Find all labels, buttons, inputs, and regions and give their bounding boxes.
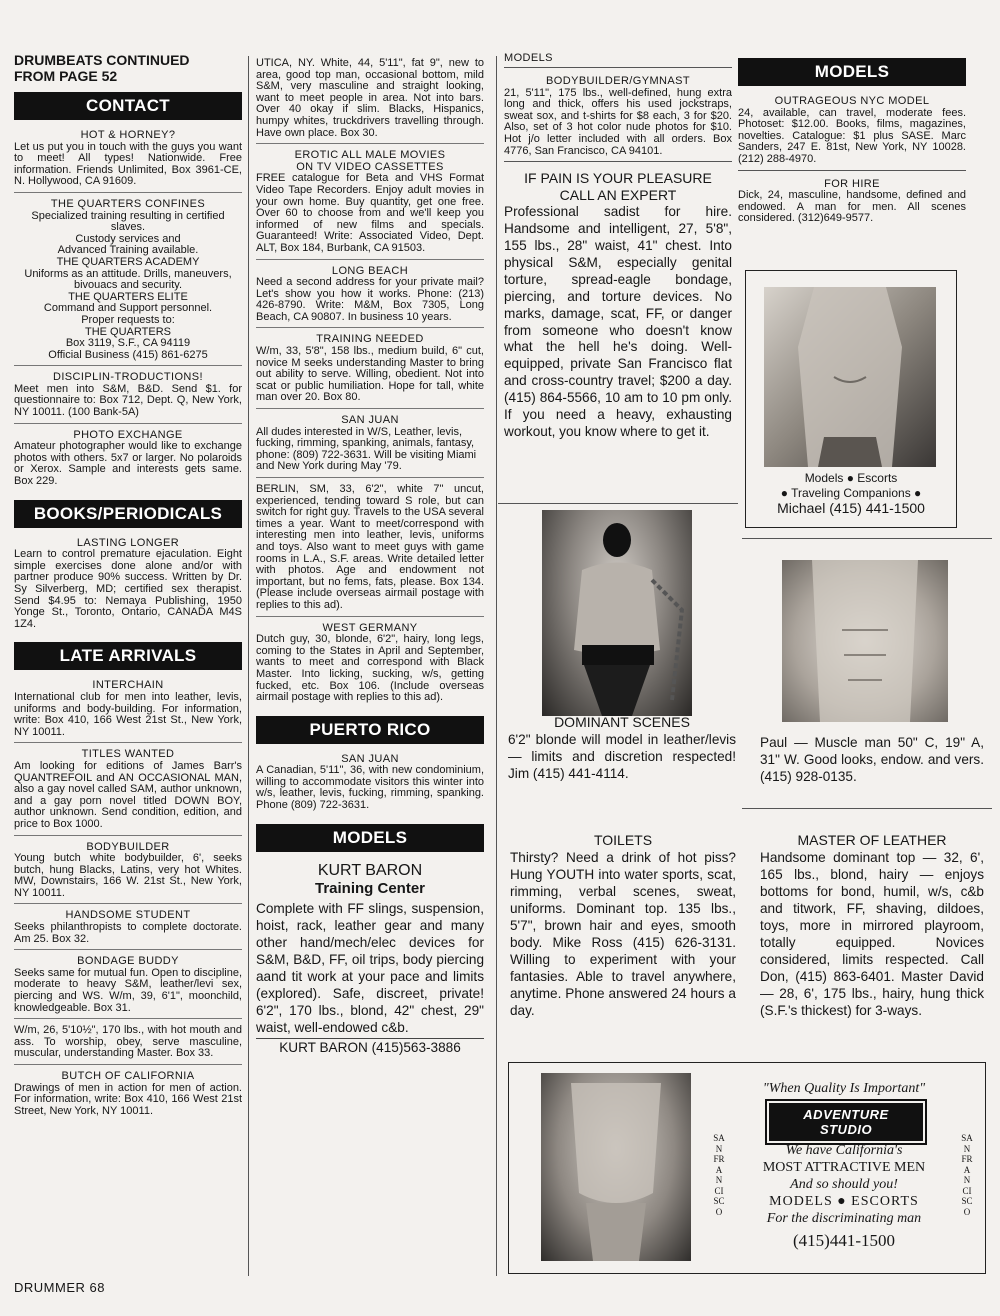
ad-heading: DISCIPLIN-TRODUCTIONS! xyxy=(53,371,203,384)
master-body: Handsome dominant top — 32, 6', 165 lbs., blond, hairy — enjoys bottoms for bond, humil, w/s, c&b and titwork, FF, shaving, dildoes, toys, more in mirrored playroom, totally equipped. Novices considered, limits respected. Call Don, (415) 863-6401. Master David — 28, 6', 175 lbs., hairy, hung thick (S.F.'s thickest) for 3-ways. xyxy=(760,850,984,1018)
ad-body: Let us put you in touch with the guys you want to meet! All types! Nationwide. Free information. Friends Unlimited, Box 3961-CE, N. Hollywood, CA 91609. xyxy=(14,140,242,188)
ad-heading: TITLES WANTED xyxy=(81,748,175,761)
ad-body: 21, 5'11", 175 lbs., well-defined, hung extra long and thick, offers his used jockstraps, sweat sox, and t-shirts for $8 each, 3 for $20. Also, set of 3 hot color nude photos for $10. Hot j/o letter included with all orders. Box 4776, San Francisco, CA 94101. xyxy=(504,86,732,157)
adventure-line3: And so should you! xyxy=(790,1177,898,1192)
section-bar-contact: CONTACT xyxy=(14,92,242,120)
ad-heading: BODYBUILDER xyxy=(86,840,170,853)
ad-block xyxy=(256,621,484,708)
ad-body: A Canadian, 5'11", 36, with new condominium, willing to accommodate visitors this winter into w/s, leather, levis, fucking, rimming, spanking. Phone (809) 722-3631. xyxy=(256,764,484,812)
ad-body: Seeks philanthropists to complete doctorate. Am 25. Box 32. xyxy=(14,921,242,945)
ad-body: Dick, 24, masculine, handsome, defined and endowed. A man for men. All scenes considered. (312)649-9577. xyxy=(738,189,966,225)
ad-body: FREE catalogue for Beta and VHS Format Video Tape Recorders. Enjoy adult movies in your own home. Buy quantity, get one free. Over 60 to choose from and we'll keep you informed of new films and specials. Guaranteed! Write: Associated Video, Dept. ALT, Box 184, Burbank, CA 91503. xyxy=(256,172,484,254)
toilets-ad xyxy=(510,832,736,1019)
michael-line2: ● Traveling Companions ● xyxy=(780,486,922,500)
ad-body: Specialized training resulting in certified slaves. Custody services and Advanced Training available. THE QUARTERS ACADEMY Uniforms as an attitude. Drills, maneuvers, bivouacs and security. THE QUARTERS ELITE Command and Support personnel. Proper requests to: THE QUARTERS Box 3119, S.F., CA 94119 Official Business (415) 861-6275 xyxy=(24,209,232,361)
paul-ad: Paul — Muscle man 50" C, 19" A, 31" W. Good looks, endow. and vers. (415) 928-0135. xyxy=(760,735,984,784)
ad-heading: SAN JUAN xyxy=(341,752,399,765)
toilets-heading: TOILETS xyxy=(593,832,653,848)
ad-body: International club for men into leather, levis, uniforms and body-building. For information, write: Box 410, 166 West 21st St., New York, NY 10011. xyxy=(14,690,242,738)
models-label: MODELS xyxy=(504,52,732,68)
ad-body: UTICA, NY. White, 44, 5'11", fat 9", new to area, good top man, occasional bottom, mild S&M, very masculine and straight looking, want to meet people in area. Not into bars. Over 40 okay if slim. Blacks, Hispanics, humpy whites, truckdrivers travelling through. Have own place. Box 30. xyxy=(256,57,484,139)
section-bar-books: BOOKS/PERIODICALS xyxy=(14,500,242,528)
section-bar-models-right: MODELS xyxy=(738,58,966,86)
photo-dominant-leather-man xyxy=(542,510,692,716)
ad-block xyxy=(256,332,484,409)
pain-body: Professional sadist for hire. Handsome and intelligent, 27, 5'8", 155 lbs., 28" waist, 41" chest. Into physical S&M, especially genital torture, spread-eagle bondage, piercing, and torture devices. No marks, damage, scat, FF, or danger from someone who doesn't know what the hell he's doing. Well-equipped, private San Francisco flat and cross-country travel; $200 a day. (415) 864-5566, 10 am to 10 pm only. If you need a heavy, exhausting workout, you know where to get it. xyxy=(504,204,732,439)
ad-heading: TRAINING NEEDED xyxy=(316,333,424,346)
kurt-baron-ad xyxy=(256,860,484,1056)
ad-heading: THE QUARTERS CONFINES xyxy=(50,197,206,210)
ad-heading: BONDAGE BUDDY xyxy=(77,955,179,968)
michael-ad-box xyxy=(745,270,957,528)
column-divider xyxy=(248,56,249,1276)
dominant-heading: DOMINANT SCENES xyxy=(554,714,690,730)
adventure-side-right: SAN FRANCISCO xyxy=(961,1133,973,1217)
ad-heading: HOT & HORNEY? xyxy=(80,129,176,141)
photo-adventure-model xyxy=(541,1073,691,1261)
ad-block xyxy=(14,908,242,950)
ad-heading: SAN JUAN xyxy=(341,414,399,427)
kurt-phone: KURT BARON (415)563-3886 xyxy=(256,1038,484,1056)
ad-heading: BODYBUILDER/GYMNAST xyxy=(546,75,690,87)
dominant-body: 6'2" blonde will model in leather/levis — limits and discretion respected! Jim (415) 441-4114. xyxy=(508,732,736,781)
ad-body: Learn to control premature ejaculation. Eight simple exercises done alone and/or with partner produce 90% success. Written by Dr. Sy Silverberg, MD; certified sex therapist. Send $4.95 to: Nemaya Publishing, 1950 Yonge St., Toronto, Ontario, CANADA M4S 1Z4. xyxy=(14,548,242,630)
toilets-body: Thirsty? Need a drink of hot piss? Hung YOUTH into water sports, scat, rimming, verbal scenes, sweat, uniforms. Dominant top. 135 lbs., 5'7", brown hair and eyes, smooth body. Mike Ross (415) 626-3131. Willing to experiment with your fantasies. Able to travel anywhere, anytime. Phone answered 24 hours a day. xyxy=(510,850,736,1018)
ad-body: Dutch guy, 30, blonde, 6'2", hairy, long legs, coming to the States in April and September, wants to meet and correspond with Black Master. Into licking, sucking, w/s, getting fucked, etc. Box 106. (Include overseas airmail postage with replies to this ad). xyxy=(256,633,484,704)
ad-body: All dudes interested in W/S, Leather, levis, fucking, rimming, spanking, animals, fantasy, phone: (809) 722-3631. Will be visiting Miami and New York during May '79. xyxy=(256,425,477,473)
kurt-subtitle: Training Center xyxy=(314,879,426,897)
adventure-logo xyxy=(769,1103,923,1141)
photo-michael xyxy=(764,287,936,467)
kurt-title: KURT BARON xyxy=(317,861,423,879)
adventure-line2: MOST ATTRACTIVE MEN xyxy=(762,1160,926,1175)
contact-ads xyxy=(14,128,242,492)
michael-line1: Models ● Escorts xyxy=(804,471,898,485)
adventure-studio-ad xyxy=(508,1062,986,1274)
pain-ad xyxy=(504,170,732,441)
ad-body: W/m, 33, 5'8", 158 lbs., medium build, 6" cut, novice M seeks understanding Master to bring out ability to serve. Willing, obedient. Not into scat or public humiliation. Hope for tall, white man over 20. Box 80. xyxy=(256,345,484,404)
ad-body: Drawings of men in action for men of action. For information, write: Box 410, 166 West 21st Street, New York, NY 10011. xyxy=(14,1081,242,1117)
ad-block xyxy=(14,747,242,835)
ad-block xyxy=(256,482,484,617)
ad-block xyxy=(14,370,242,423)
adventure-logo-text: ADVENTURE STUDIO xyxy=(803,1107,889,1137)
adventure-tagline: "When Quality Is Important" xyxy=(762,1081,926,1096)
ad-heading: BUTCH OF CALIFORNIA xyxy=(61,1070,195,1082)
ad-block xyxy=(256,148,484,259)
adventure-phone: (415)441-1500 xyxy=(793,1231,895,1250)
torso-silhouette-icon xyxy=(764,287,936,467)
ad-block xyxy=(14,128,242,193)
ad-heading: HANDSOME STUDENT xyxy=(65,909,191,922)
continued-heading: DRUMBEATS CONTINUED FROM PAGE 52 xyxy=(14,52,190,84)
adventure-line4: MODELS ● ESCORTS xyxy=(769,1194,919,1209)
master-of-leather-ad xyxy=(760,832,984,1019)
ad-block xyxy=(14,840,242,905)
ad-block xyxy=(14,1023,242,1065)
ad-block xyxy=(256,413,484,478)
master-heading: MASTER OF LEATHER xyxy=(797,832,947,848)
column-divider xyxy=(496,56,497,1276)
ad-body: Amateur photographer would like to exchange photos with others. 5x7 or larger. No polaroids or Xerox. Sample and interests gets same. Box 229. xyxy=(14,440,242,488)
ad-heading: OUTRAGEOUS NYC MODEL xyxy=(774,95,930,107)
adventure-line5: For the discriminating man xyxy=(766,1211,922,1226)
section-bar-puerto-rico: PUERTO RICO xyxy=(256,716,484,744)
torso-silhouette-icon xyxy=(782,560,948,722)
adventure-line1: We have California's xyxy=(785,1143,903,1158)
late-arrivals-ads xyxy=(14,678,242,1121)
ad-heading: LONG BEACH xyxy=(331,264,409,277)
kurt-body: Complete with FF slings, suspension, hoist, rack, leather gear and many other hand/mech/elec devices for S&M, B&D, FF, oil trips, body piercing aand tit work at your pace and limits (explored). Safe, discreet, private! 6'2", 170 lbs., blond, 42" chest, 29" waist, well-endowed c&b. xyxy=(256,900,484,1035)
ad-heading: LASTING LONGER xyxy=(76,536,180,549)
ad-body: Need a second address for your private mail? Let's show you how it works. Phone: (213) 426-8790. Write: M&M, Box 7305, Long Beach, CA 90807. In business 10 years. xyxy=(256,276,484,323)
ad-block xyxy=(504,74,732,162)
ad-body: Seeks same for mutual fun. Open to discipline, moderate to heavy S&M, leather/levi sex, piercing and WS. W/m, 39, 6'1", moonchild, knowledgeable. Box 31. xyxy=(14,966,242,1014)
photo-paul xyxy=(782,560,948,722)
ad-block xyxy=(738,94,966,171)
column-1 xyxy=(14,52,242,1125)
ad-block xyxy=(14,954,242,1019)
ad-body: W/m, 26, 5'10½", 170 lbs., with hot mouth and ass. To worship, obey, serve masculine, muscular, understanding Master. Box 33. xyxy=(14,1024,242,1060)
ad-heading: FOR HIRE xyxy=(824,177,880,190)
figure-silhouette-icon xyxy=(542,510,692,716)
ad-block xyxy=(14,428,242,492)
ad-body: Meet men into S&M, B&D. Send $1. for questionnaire to: Box 712, Dept. Q, New York, NY 10011. (100 Bank-5A) xyxy=(14,382,242,419)
ad-heading: INTERCHAIN xyxy=(92,679,164,692)
ad-body: BERLIN, SM, 33, 6'2", white 7" uncut, experienced, tending toward S role, but can switch for right guy. Travels to the USA several times a year. Want to meet/correspond with interesting men into leather, levis, uniforms and toys. Also want to meet guys with game rooms in L.A., S.F. areas. Write detailed letter with photos. Age and endowment not important, but no fems, fats, please. Box 134. (Please include overseas airmail postage with replies to this ad). xyxy=(256,483,484,611)
divider xyxy=(742,808,992,809)
ad-heading: EROTIC ALL MALE MOVIES ON TV VIDEO CASSETTES xyxy=(294,149,446,173)
column-4 xyxy=(738,58,966,233)
ad-block xyxy=(256,264,484,329)
ad-block xyxy=(14,536,242,635)
ad-block xyxy=(256,752,484,816)
ad-block xyxy=(256,56,484,144)
ad-block xyxy=(738,177,966,229)
books-ads xyxy=(14,536,242,635)
ad-body: 24, available, can travel, moderate fees. Photoset: $12.00. Books, films, magazines, novelties. Catalogue: $1 plus SASE. Marc Sanders, 247 E. 81st, New York, NY 10028. (212) 288-4970. xyxy=(738,106,966,165)
dominant-scenes-ad xyxy=(508,714,736,782)
column-3 xyxy=(504,52,732,441)
michael-phone: Michael (415) 441-1500 xyxy=(777,500,925,516)
ad-block xyxy=(14,1069,242,1121)
ad-body: Am looking for editions of James Barr's QUANTREFOIL and AN OCCASIONAL MAN, also a gay novel called SAM, author unknown, and a gay porn novel titled DOWN BOY, author unknown. Send condition, edition, and price to Box 1000. xyxy=(14,759,242,830)
ad-heading: PHOTO EXCHANGE xyxy=(73,428,183,441)
figure-silhouette-icon xyxy=(541,1073,691,1261)
column-2 xyxy=(256,56,484,1056)
divider xyxy=(742,538,992,539)
ad-block xyxy=(14,678,242,743)
folio: DRUMMER 68 xyxy=(14,1280,105,1295)
ad-heading: WEST GERMANY xyxy=(322,621,418,634)
section-bar-models: MODELS xyxy=(256,824,484,852)
ad-block xyxy=(14,197,242,366)
personal-ads-col2 xyxy=(256,56,484,708)
adventure-side-left: SAN FRANCISCO xyxy=(713,1133,725,1217)
ad-body: Young butch white bodybuilder, 6', seeks butch, hung Blacks, Latins, very hot Whites. MW, Downstairs, 166 W. 21st St., New York, NY 10011. xyxy=(14,852,242,899)
pain-heading: IF PAIN IS YOUR PLEASURE CALL AN EXPERT xyxy=(524,170,712,204)
divider xyxy=(498,503,738,504)
section-bar-late-arrivals: LATE ARRIVALS xyxy=(14,642,242,670)
